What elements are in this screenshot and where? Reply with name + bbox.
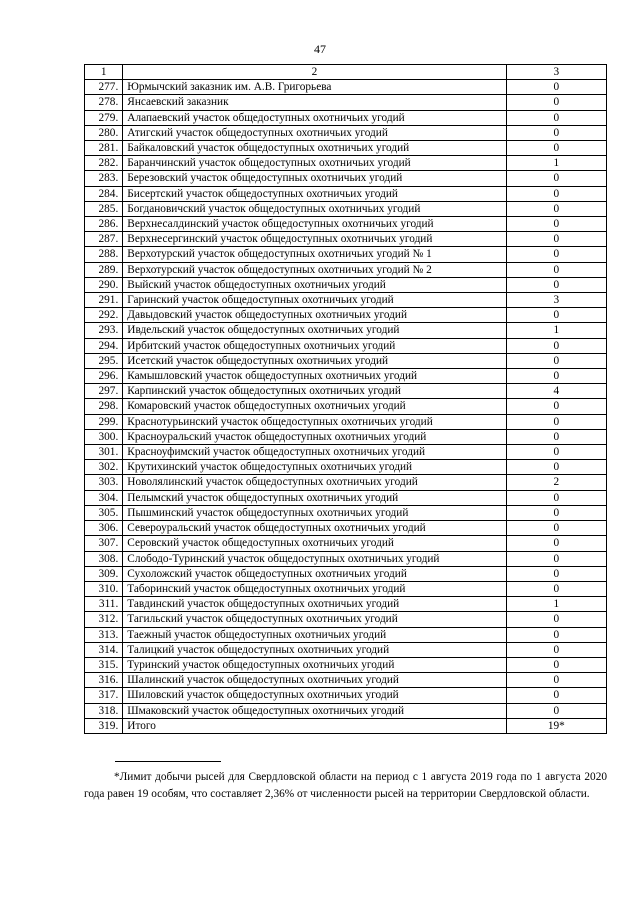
row-number: 287. (85, 232, 123, 247)
territory-name: Таежный участок общедоступных охотничьих угодий (123, 627, 506, 642)
table-row (85, 505, 607, 520)
row-number: 293. (85, 323, 123, 338)
territory-name: Гаринский участок общедоступных охотничьих угодий (123, 293, 506, 308)
limit-value: 4 (506, 384, 606, 399)
row-number: 279. (85, 110, 123, 125)
column-number-2: 2 (123, 65, 506, 80)
row-number: 290. (85, 277, 123, 292)
footnote-separator (115, 761, 221, 762)
table-header-row (85, 65, 607, 80)
row-number: 316. (85, 673, 123, 688)
territory-name: Пышминский участок общедоступных охотничьих угодий (123, 505, 506, 520)
row-number: 294. (85, 338, 123, 353)
row-number: 286. (85, 217, 123, 232)
limit-value: 0 (506, 247, 606, 262)
row-number: 277. (85, 80, 123, 95)
territory-name: Верхнесалдинский участок общедоступных охотничьих угодий (123, 217, 506, 232)
limit-value: 0 (506, 490, 606, 505)
territory-name: Янсаевский заказник (123, 95, 506, 110)
row-number: 310. (85, 581, 123, 596)
limit-value: 0 (506, 353, 606, 368)
territory-name: Шалинский участок общедоступных охотничьих угодий (123, 673, 506, 688)
row-number: 295. (85, 353, 123, 368)
territory-name: Серовский участок общедоступных охотничьих угодий (123, 536, 506, 551)
limit-value: 0 (506, 217, 606, 232)
row-number: 304. (85, 490, 123, 505)
row-number: 298. (85, 399, 123, 414)
table-row (85, 293, 607, 308)
territory-name: Итого (123, 718, 506, 733)
territory-name: Красноуральский участок общедоступных охотничьих угодий (123, 429, 506, 444)
table-row (85, 673, 607, 688)
row-number: 314. (85, 642, 123, 657)
territory-name: Баранчинский участок общедоступных охотничьих угодий (123, 156, 506, 171)
table-row (85, 566, 607, 581)
limit-value: 0 (506, 95, 606, 110)
footnote-text: *Лимит добычи рысей для Свердловской области на период с 1 августа 2019 года по 1 августа 2020 года равен 19 особям, что составляет 2,36% от численности рысей на территории Свердловской области. (84, 771, 607, 800)
table-row (85, 536, 607, 551)
row-number: 282. (85, 156, 123, 171)
footnote (84, 769, 607, 803)
table-row (85, 460, 607, 475)
table-row (85, 156, 607, 171)
row-number: 300. (85, 429, 123, 444)
limit-value: 1 (506, 323, 606, 338)
territory-name: Новолялинский участок общедоступных охотничьих угодий (123, 475, 506, 490)
table-row (85, 369, 607, 384)
limit-value: 0 (506, 612, 606, 627)
table-row (85, 125, 607, 140)
limit-value: 0 (506, 688, 606, 703)
table-row (85, 141, 607, 156)
limit-value: 19* (506, 718, 606, 733)
limit-value: 0 (506, 399, 606, 414)
table-row (85, 399, 607, 414)
territory-name: Тавдинский участок общедоступных охотничьих угодий (123, 597, 506, 612)
limit-value: 0 (506, 536, 606, 551)
table-row (85, 277, 607, 292)
table-row (85, 338, 607, 353)
row-number: 302. (85, 460, 123, 475)
row-number: 307. (85, 536, 123, 551)
territory-name: Бисертский участок общедоступных охотничьих угодий (123, 186, 506, 201)
column-number-1: 1 (85, 65, 123, 80)
limit-value: 0 (506, 186, 606, 201)
limit-value: 0 (506, 581, 606, 596)
limit-value: 0 (506, 505, 606, 520)
territory-name: Талицкий участок общедоступных охотничьих угодий (123, 642, 506, 657)
row-number: 297. (85, 384, 123, 399)
row-number: 296. (85, 369, 123, 384)
limit-value: 0 (506, 703, 606, 718)
territory-name: Давыдовский участок общедоступных охотничьих угодий (123, 308, 506, 323)
limit-value: 0 (506, 566, 606, 581)
row-number: 308. (85, 551, 123, 566)
territory-name: Таборинский участок общедоступных охотничьих угодий (123, 581, 506, 596)
table-row (85, 597, 607, 612)
table-row (85, 490, 607, 505)
table-row (85, 217, 607, 232)
table-row (85, 612, 607, 627)
limits-table (84, 64, 607, 734)
row-number: 317. (85, 688, 123, 703)
territory-name: Верхотурский участок общедоступных охотничьих угодий № 1 (123, 247, 506, 262)
limit-value: 1 (506, 156, 606, 171)
limit-value: 0 (506, 445, 606, 460)
row-number: 311. (85, 597, 123, 612)
row-number: 283. (85, 171, 123, 186)
territory-name: Алапаевский участок общедоступных охотничьих угодий (123, 110, 506, 125)
row-number: 285. (85, 201, 123, 216)
table-row (85, 414, 607, 429)
page-number: 47 (314, 42, 326, 56)
territory-name: Комаровский участок общедоступных охотничьих угодий (123, 399, 506, 414)
table-row (85, 384, 607, 399)
territory-name: Сухоложский участок общедоступных охотничьих угодий (123, 566, 506, 581)
table-body (85, 65, 607, 734)
limit-value: 0 (506, 141, 606, 156)
table-row (85, 308, 607, 323)
table-row (85, 642, 607, 657)
territory-name: Верхнесергинский участок общедоступных охотничьих угодий (123, 232, 506, 247)
row-number: 292. (85, 308, 123, 323)
table-row (85, 80, 607, 95)
limit-value: 0 (506, 110, 606, 125)
table-row (85, 657, 607, 672)
limit-value: 0 (506, 338, 606, 353)
limit-value: 0 (506, 642, 606, 657)
territory-name: Тагильский участок общедоступных охотничьих угодий (123, 612, 506, 627)
limit-value: 0 (506, 277, 606, 292)
territory-name: Выйский участок общедоступных охотничьих угодий (123, 277, 506, 292)
row-number: 306. (85, 521, 123, 536)
territory-name: Карпинский участок общедоступных охотничьих угодий (123, 384, 506, 399)
territory-name: Пелымский участок общедоступных охотничьих угодий (123, 490, 506, 505)
row-number: 284. (85, 186, 123, 201)
table-row (85, 551, 607, 566)
territory-name: Шиловский участок общедоступных охотничьих угодий (123, 688, 506, 703)
limit-value: 0 (506, 369, 606, 384)
row-number: 305. (85, 505, 123, 520)
limit-value: 0 (506, 262, 606, 277)
territory-name: Исетский участок общедоступных охотничьих угодий (123, 353, 506, 368)
territory-name: Атигский участок общедоступных охотничьих угодий (123, 125, 506, 140)
table-row (85, 703, 607, 718)
table-row (85, 445, 607, 460)
table-row (85, 323, 607, 338)
row-number: 319. (85, 718, 123, 733)
territory-name: Ирбитский участок общедоступных охотничьих угодий (123, 338, 506, 353)
territory-name: Верхотурский участок общедоступных охотничьих угодий № 2 (123, 262, 506, 277)
table-row (85, 718, 607, 733)
territory-name: Крутихинский участок общедоступных охотничьих угодий (123, 460, 506, 475)
territory-name: Ивдельский участок общедоступных охотничьих угодий (123, 323, 506, 338)
table-row (85, 521, 607, 536)
row-number: 278. (85, 95, 123, 110)
limit-value: 0 (506, 429, 606, 444)
table-row (85, 95, 607, 110)
territory-name: Камышловский участок общедоступных охотничьих угодий (123, 369, 506, 384)
row-number: 312. (85, 612, 123, 627)
table-row (85, 247, 607, 262)
table-row (85, 581, 607, 596)
row-number: 301. (85, 445, 123, 460)
table-row (85, 171, 607, 186)
limit-value: 0 (506, 80, 606, 95)
territory-name: Краснотурьинский участок общедоступных охотничьих угодий (123, 414, 506, 429)
limit-value: 0 (506, 657, 606, 672)
limit-value: 0 (506, 125, 606, 140)
column-number-3: 3 (506, 65, 606, 80)
table-row (85, 353, 607, 368)
territory-name: Слободо-Туринский участок общедоступных охотничьих угодий (123, 551, 506, 566)
table-row (85, 232, 607, 247)
limit-value: 0 (506, 521, 606, 536)
row-number: 313. (85, 627, 123, 642)
row-number: 315. (85, 657, 123, 672)
row-number: 280. (85, 125, 123, 140)
table-row (85, 201, 607, 216)
row-number: 299. (85, 414, 123, 429)
limit-value: 0 (506, 171, 606, 186)
row-number: 309. (85, 566, 123, 581)
limit-value: 0 (506, 414, 606, 429)
limit-value: 0 (506, 201, 606, 216)
row-number: 289. (85, 262, 123, 277)
row-number: 303. (85, 475, 123, 490)
limit-value: 0 (506, 232, 606, 247)
limit-value: 0 (506, 460, 606, 475)
limit-value: 0 (506, 627, 606, 642)
table-row (85, 186, 607, 201)
limit-value: 1 (506, 597, 606, 612)
table-row (85, 688, 607, 703)
table-row (85, 627, 607, 642)
limit-value: 0 (506, 308, 606, 323)
territory-name: Юрмычский заказник им. А.В. Григорьева (123, 80, 506, 95)
table-row (85, 475, 607, 490)
limit-value: 2 (506, 475, 606, 490)
table-row (85, 110, 607, 125)
row-number: 288. (85, 247, 123, 262)
limit-value: 0 (506, 673, 606, 688)
row-number: 318. (85, 703, 123, 718)
row-number: 291. (85, 293, 123, 308)
limit-value: 3 (506, 293, 606, 308)
territory-name: Богдановичский участок общедоступных охотничьих угодий (123, 201, 506, 216)
territory-name: Шмаковский участок общедоступных охотничьих угодий (123, 703, 506, 718)
territory-name: Туринский участок общедоступных охотничьих угодий (123, 657, 506, 672)
territory-name: Североуральский участок общедоступных охотничьих угодий (123, 521, 506, 536)
territory-name: Березовский участок общедоступных охотничьих угодий (123, 171, 506, 186)
territory-name: Байкаловский участок общедоступных охотничьих угодий (123, 141, 506, 156)
table-row (85, 429, 607, 444)
limit-value: 0 (506, 551, 606, 566)
row-number: 281. (85, 141, 123, 156)
table-row (85, 262, 607, 277)
territory-name: Красноуфимский участок общедоступных охотничьих угодий (123, 445, 506, 460)
